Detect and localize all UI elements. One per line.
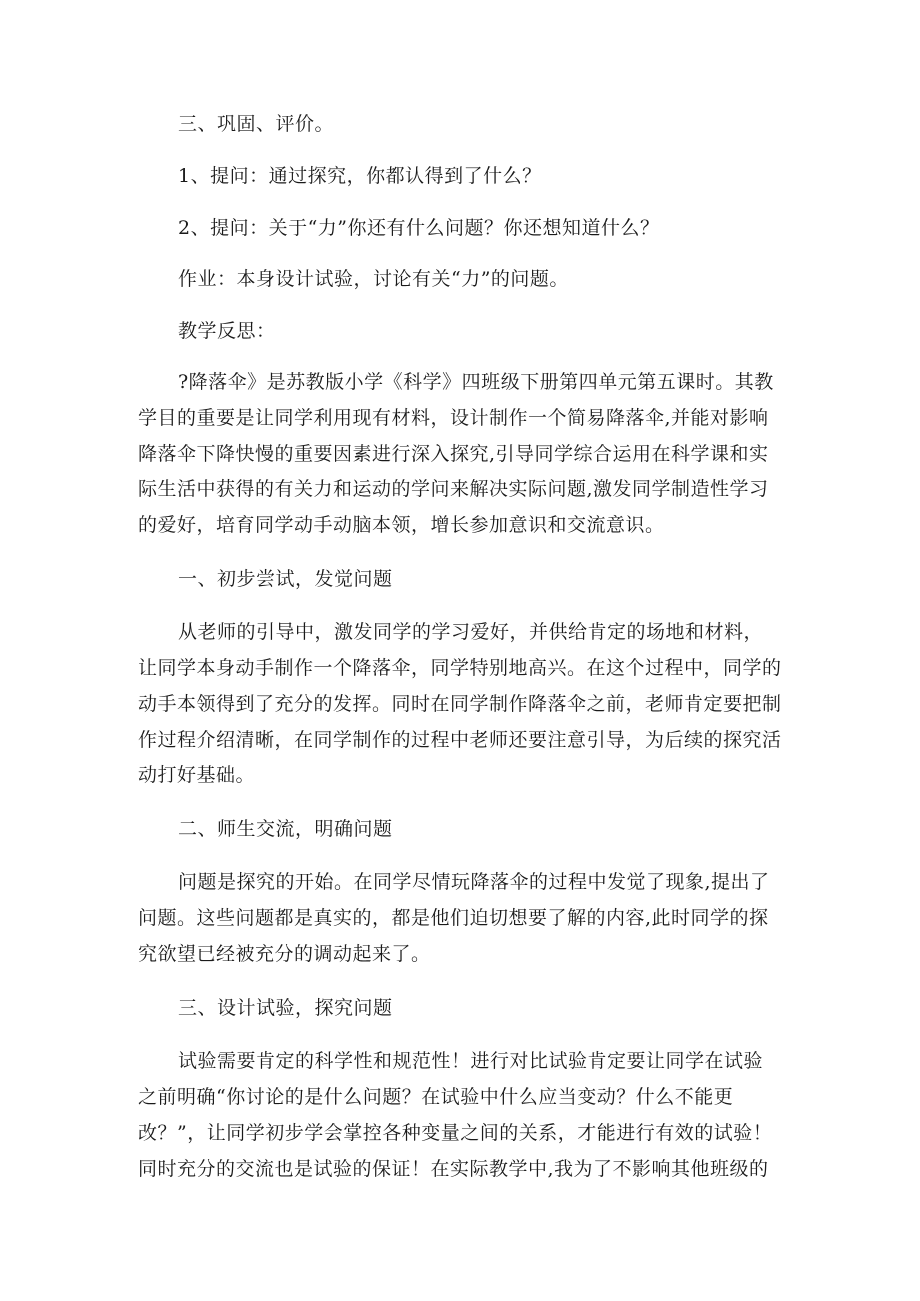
paragraph-line: ?降落伞》是苏教版小学《科学》四班级下册第四单元第五课时。其教 bbox=[178, 371, 774, 393]
question-2: 2、提问：关于“力”你还有什么问题？你还想知道什么？ bbox=[178, 217, 660, 239]
section-heading-initial-try: 一、初步尝试，发觉问题 bbox=[178, 568, 393, 590]
paragraph-line: 作过程介绍清晰，在同学制作的过程中老师还要注意引导，为后续的探究活 bbox=[138, 729, 782, 751]
paragraph-line: 改？”，让同学初步学会掌控各种变量之间的关系，才能进行有效的试验！ bbox=[138, 1122, 773, 1144]
reflection-heading: 教学反思： bbox=[178, 320, 276, 342]
paragraph-line: 际生活中获得的有关力和运动的学问来解决实际问题,激发同学制造性学习 bbox=[138, 478, 769, 500]
paragraph-line: 试验需要肯定的科学性和规范性！进行对比试验肯定要让同学在试验 bbox=[178, 1050, 764, 1072]
paragraph-line: 同时充分的交流也是试验的保证！在实际教学中,我为了不影响其他班级的 bbox=[138, 1158, 769, 1180]
paragraph-line: 动打好基础。 bbox=[138, 764, 256, 786]
homework-line: 作业：本身设计试验，讨论有关“力”的问题。 bbox=[178, 268, 569, 290]
section-heading-experiment: 三、设计试验，探究问题 bbox=[178, 997, 393, 1019]
paragraph-line: 的爱好，培育同学动手动脑本领，增长参加意识和交流意识。 bbox=[138, 514, 665, 536]
paragraph-line: 之前明确“你讨论的是什么问题？在试验中什么应当变动？什么不能更 bbox=[138, 1086, 734, 1108]
paragraph-line: 究欲望已经被充分的调动起来了。 bbox=[138, 943, 431, 965]
paragraph-line: 从老师的引导中，激发同学的学习爱好，并供给肯定的场地和材料， bbox=[178, 621, 764, 643]
section-heading-exchange: 二、师生交流，明确问题 bbox=[178, 818, 393, 840]
paragraph-line: 问题。这些问题都是真实的，都是他们迫切想要了解的内容,此时同学的探 bbox=[138, 907, 769, 929]
paragraph-line: 学目的重要是让同学利用现有材料，设计制作一个简易降落伞,并能对影响 bbox=[138, 407, 769, 429]
section-heading-consolidate: 三、巩固、评价。 bbox=[178, 113, 335, 135]
paragraph-line: 问题是探究的开始。在同学尽情玩降落伞的过程中发觉了现象,提出了 bbox=[178, 871, 770, 893]
paragraph-line: 降落伞下降快慢的重要因素进行深入探究,引导同学综合运用在科学课和实 bbox=[138, 443, 769, 465]
paragraph-line: 动手本领得到了充分的发挥。同时在同学制作降落伞之前，老师肯定要把制 bbox=[138, 693, 782, 715]
question-1: 1、提问：通过探究，你都认得到了什么？ bbox=[178, 165, 542, 187]
paragraph-line: 让同学本身动手制作一个降落伞，同学特别地高兴。在这个过程中，同学的 bbox=[138, 657, 782, 679]
